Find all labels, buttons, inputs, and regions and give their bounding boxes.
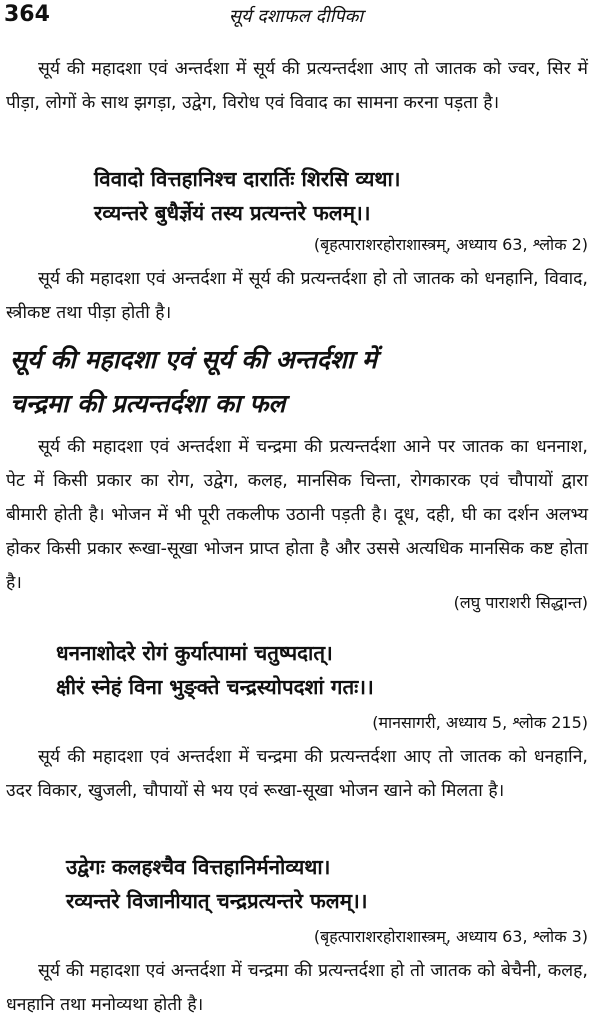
paragraph-text: सूर्य की महादशा एवं अन्तर्दशा में सूर्य की प्रत्यन्तर्दशा हो तो जातक को धनहानि, विवाद, स्त्रीकष्ट तथा पीड़ा होती है। — [6, 269, 588, 323]
heading-line: सूर्य की महादशा एवं सूर्य की अन्तर्दशा में — [10, 345, 378, 374]
paragraph-text: सूर्य की महादशा एवं अन्तर्दशा में चन्द्रमा की प्रत्यन्तर्दशा हो तो जातक को बेचैनी, कलह, धनहानि तथा मनोव्यथा होती है। — [6, 961, 588, 1015]
paragraph-text: सूर्य की महादशा एवं अन्तर्दशा में सूर्य की प्रत्यन्तर्दशा आए तो जातक को ज्वर, सिर में पीड़ा, लोगों के साथ झगड़ा, उद्वेग, विरोध एवं विवाद का सामना करना पड़ता है। — [6, 59, 588, 113]
verse-line: विवादो वित्तहानिश्च दारार्तिः शिरसि व्यथा। — [94, 167, 401, 191]
page-header — [4, 0, 588, 30]
verse-line: रव्यन्तरे बुधैर्ज्ञेयं तस्य प्रत्यन्तरे फलम्।। — [94, 201, 371, 225]
citation-2: (लघु पाराशरी सिद्धान्त) — [453, 593, 588, 612]
paragraph-text: सूर्य की महादशा एवं अन्तर्दशा में चन्द्रमा की प्रत्यन्तर्दशा आने पर जातक का धननाश, पेट में किसी प्रकार का रोग, उद्वेग, कलह, मानसिक चिन्ता, रोगकारक एवं चौपायों द्वारा बीमारी होती है। भोजन में भी पूरी तकलीफ उठानी पड़ती है। दूध, दही, घी का दर्शन अलभ्य होकर किसी प्रकार रूखा-सूखा भोजन प्राप्त होता है और उससे अत्यधिक मानसिक कष्ट होता है। — [6, 437, 588, 593]
verse-line: क्षीरं स्नेहं विना भुङ्क्ते चन्द्रस्योपदशां गतः।। — [56, 675, 374, 699]
citation-1: (बृहत्पाराशरहोराशास्त्रम्, अध्याय 63, श्लोक 2) — [313, 235, 588, 254]
paragraph-1 — [6, 52, 588, 120]
paragraph-2 — [6, 262, 588, 330]
paragraph-4 — [6, 740, 588, 808]
citation-3: (मानसागरी, अध्याय 5, श्लोक 215) — [372, 713, 588, 732]
citation-4: (बृहत्पाराशरहोराशास्त्रम्, अध्याय 63, श्लोक 3) — [313, 927, 588, 946]
paragraph-text: सूर्य की महादशा एवं अन्तर्दशा में चन्द्रमा की प्रत्यन्तर्दशा आए तो जातक को धनहानि, उदर विकार, खुजली, चौपायों से भय एवं रूखा-सूखा भोजन खाने को मिलता है। — [6, 747, 588, 801]
verse-line: धननाशोदरे रोगं कुर्यात्पामां चतुष्पदात्। — [56, 641, 333, 665]
paragraph-5 — [6, 954, 588, 1022]
verse-line: रव्यन्तरे विजानीयात् चन्द्रप्रत्यन्तरे फलम्।। — [66, 889, 368, 913]
verse-1 — [6, 162, 600, 230]
verse-2 — [6, 636, 600, 704]
paragraph-3 — [6, 430, 588, 600]
verse-3 — [6, 850, 600, 918]
page-number: 364 — [4, 2, 50, 27]
verse-line: उद्वेगः कलहश्चैव वित्तहानिर्मनोव्यथा। — [66, 855, 331, 879]
section-heading — [6, 338, 592, 426]
heading-line: चन्द्रमा की प्रत्यन्तर्दशा का फल — [10, 389, 286, 418]
running-title: सूर्य दशाफल दीपिका — [228, 6, 364, 27]
